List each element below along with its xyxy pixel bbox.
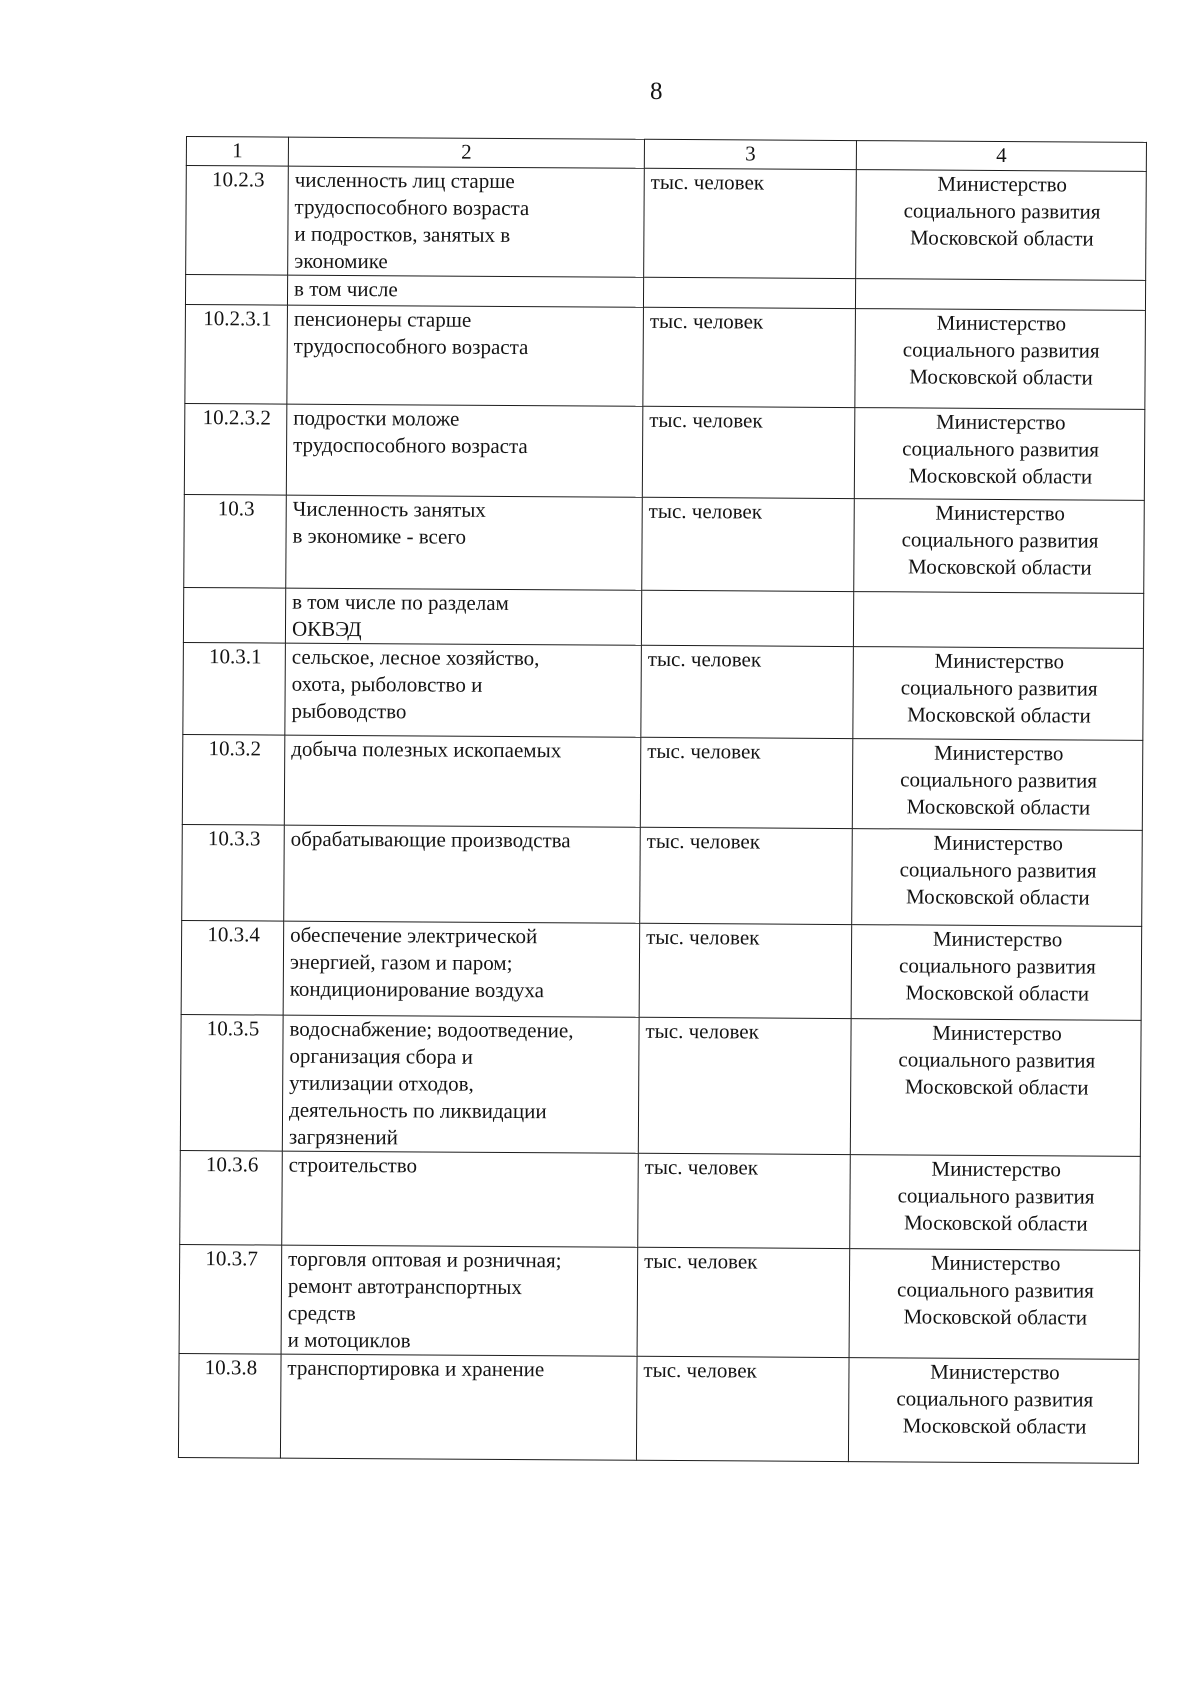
row-number-cell: 10.3.5 [180,1014,283,1151]
unit-cell: тыс. человек [640,827,853,924]
unit-cell: тыс. человек [636,1356,849,1461]
row-number-cell: 10.3.1 [183,642,286,735]
row-number-cell: 10.3.7 [179,1244,282,1354]
table-row [183,587,1143,648]
table-row [185,304,1146,409]
indicator-name-cell: обеспечение электрической энергией, газом и паром; кондиционирование воздуха [283,921,640,1017]
table-row [178,1353,1139,1463]
indicator-name-cell: строительство [282,1151,639,1247]
indicator-name-cell: в том числе по разделам ОКВЭД [285,588,641,645]
row-number-cell: 10.2.3 [186,166,289,276]
row-number-cell [185,275,287,306]
row-number-cell [183,587,285,643]
indicator-name-cell: сельское, лесное хозяйство, охота, рыболовство и рыбоводство [285,643,642,737]
indicator-name-cell: в том числе [287,275,643,307]
unit-cell: тыс. человек [644,168,857,278]
responsible-org-cell: Министерство социального развития Московской области [855,309,1146,410]
unit-cell: тыс. человек [640,737,853,828]
indicator-name-cell: Численность занятых в экономике - всего [286,495,643,590]
table-row [180,1150,1141,1250]
table-row [181,920,1142,1020]
indicator-name-cell: обрабатывающие производства [284,825,641,923]
indicator-name-cell: добыча полезных ископаемых [284,735,641,827]
indicators-table [178,136,1147,1464]
row-number-cell: 10.3.4 [181,920,284,1015]
table-row [180,1014,1141,1156]
responsible-org-cell [853,592,1143,649]
table-row [182,734,1143,830]
indicator-name-cell: численность лиц старше трудоспособного возраста и подростков, занятых в экономике [288,166,645,277]
header-cell-1: 1 [186,137,288,167]
responsible-org-cell: Министерство социального развития Московской области [849,1249,1140,1360]
unit-cell: тыс. человек [639,923,852,1018]
table-row [184,494,1145,593]
responsible-org-cell: Министерство социального развития Московской области [852,739,1143,831]
unit-cell: тыс. человек [642,497,855,591]
indicator-name-cell: торговля оптовая и розничная; ремонт автотранспортных средств и мотоциклов [281,1245,638,1356]
responsible-org-cell: Министерство социального развития Московской области [852,829,1143,927]
unit-cell [643,277,855,308]
table-row [184,403,1145,500]
row-number-cell: 10.3 [184,494,287,588]
responsible-org-cell: Министерство социального развития Московской области [850,1155,1141,1251]
table-body [178,166,1146,1464]
indicator-name-cell: пенсионеры старше трудоспособного возраста [287,305,644,406]
row-number-cell: 10.2.3.2 [184,403,287,495]
row-number-cell: 10.3.8 [178,1353,281,1458]
row-number-cell: 10.3.2 [182,734,285,825]
unit-cell: тыс. человек [641,645,854,738]
responsible-org-cell: Министерство социального развития Московской области [848,1358,1139,1464]
responsible-org-cell: Министерство социального развития Московской области [856,170,1147,281]
row-number-cell: 10.3.6 [180,1150,283,1245]
responsible-org-cell: Министерство социального развития Московской области [850,1019,1141,1157]
page-number: 8 [650,78,663,105]
indicator-name-cell: водоснабжение; водоотведение, организация сбора и утилизации отходов, деятельность по ликвидации загрязнений [282,1015,639,1153]
responsible-org-cell: Министерство социального развития Московской области [854,408,1145,501]
responsible-org-cell [855,279,1145,311]
header-cell-2: 2 [288,137,644,168]
unit-cell: тыс. человек [642,406,855,498]
indicator-name-cell: транспортировка и хранение [280,1354,637,1460]
responsible-org-cell: Министерство социального развития Московской области [854,499,1145,594]
indicator-name-cell: подростки моложе трудоспособного возраста [286,404,643,497]
responsible-org-cell: Министерство социального развития Московской области [851,925,1142,1021]
header-cell-4: 4 [856,141,1146,172]
header-cell-3: 3 [644,139,856,169]
unit-cell: тыс. человек [637,1247,850,1357]
responsible-org-cell: Министерство социального развития Московской области [853,647,1144,741]
table-row [182,824,1143,926]
table-row [183,642,1144,740]
unit-cell: тыс. человек [638,1017,851,1154]
table-row [186,166,1147,281]
table-row [179,1244,1140,1359]
unit-cell: тыс. человек [643,307,856,407]
unit-cell [641,590,853,646]
row-number-cell: 10.3.3 [182,824,285,921]
unit-cell: тыс. человек [638,1153,851,1248]
row-number-cell: 10.2.3.1 [185,304,288,404]
